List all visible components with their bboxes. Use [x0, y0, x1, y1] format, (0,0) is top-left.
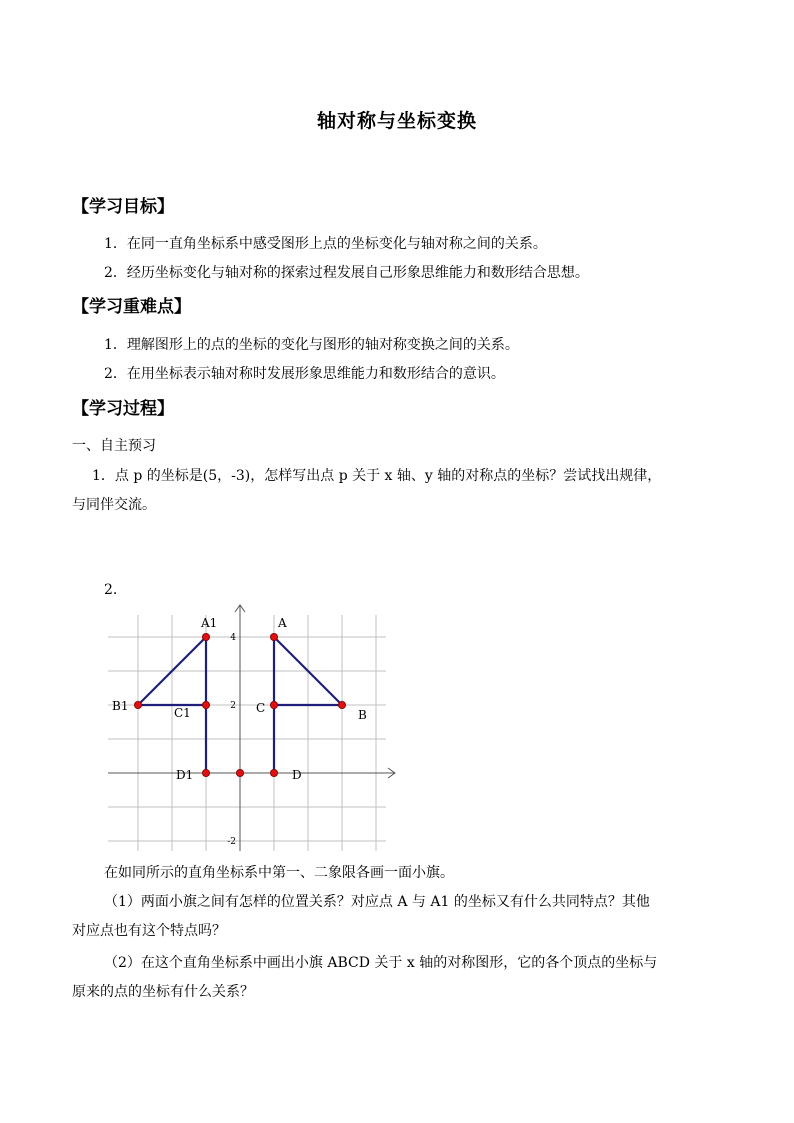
page-title: 轴对称与坐标变换 [316, 110, 477, 132]
point-origin [236, 769, 243, 776]
point-b1 [134, 701, 141, 708]
goal-item-2: 2．经历坐标变化与轴对称的探索过程发展自己形象思维能力和数形结合思想。 [104, 265, 589, 281]
goal-item-1: 1．在同一直角坐标系中感受图形上点的坐标变化与轴对称之间的关系。 [104, 236, 547, 252]
key-point-item-2: 2．在用坐标表示轴对称时发展形象思维能力和数形结合的意识。 [104, 366, 505, 382]
point-a [270, 633, 277, 640]
point-d1 [202, 769, 209, 776]
sub-question-1-line-1: （1）两面小旗之间有怎样的位置关系？对应点 A 与 A1 的坐标又有什么共同特点？其他 [104, 894, 650, 910]
point-label-b1: B1 [112, 699, 129, 713]
point-b [338, 701, 345, 708]
question-1-line-2: 与同伴交流。 [72, 497, 156, 513]
question-1-line-1: 1．点 p 的坐标是(5，-3)，怎样写出点 p 关于 x 轴、y 轴的对称点的坐标？尝试找出规律， [92, 468, 662, 484]
sub-question-2-line-1: （2）在这个直角坐标系中画出小旗 ABCD 关于 x 轴的对称图形，它的各个顶点的坐标与 [104, 955, 658, 971]
point-label-d: D [292, 768, 302, 782]
point-d [270, 769, 277, 776]
point-label-c: C [256, 701, 266, 715]
sub-question-2-line-2: 原来的点的坐标有什么关系？ [72, 984, 254, 1000]
point-label-a: A [278, 616, 287, 630]
coordinate-figure [100, 598, 400, 853]
self-study-heading: 一、自主预习 [72, 438, 156, 454]
point-label-c1: C1 [174, 706, 191, 720]
axis-tick-labels [227, 633, 236, 847]
key-points-heading: 【学习重难点】 [72, 297, 191, 317]
key-point-item-1: 1．理解图形上的点的坐标的变化与图形的轴对称变换之间的关系。 [104, 337, 519, 353]
sub-question-1-line-2: 对应点也有这个特点吗？ [72, 923, 226, 939]
point-a1 [202, 633, 209, 640]
figure-caption: 在如同所示的直角坐标系中第一、二象限各画一面小旗。 [104, 865, 454, 881]
tick-label-y-neg2: -2 [227, 837, 236, 847]
point-c1 [202, 701, 209, 708]
question-2-label: 2. [104, 582, 118, 598]
point-label-b: B [358, 708, 367, 722]
point-label-a1: A1 [201, 616, 218, 630]
point-c [270, 701, 277, 708]
goals-heading: 【学习目标】 [72, 197, 174, 217]
process-heading: 【学习过程】 [72, 399, 174, 419]
tick-label-y-4: 4 [230, 633, 236, 643]
point-label-d1: D1 [176, 768, 194, 782]
axes [108, 605, 395, 851]
grid-lines [108, 615, 386, 851]
tick-label-y-2: 2 [230, 701, 236, 711]
